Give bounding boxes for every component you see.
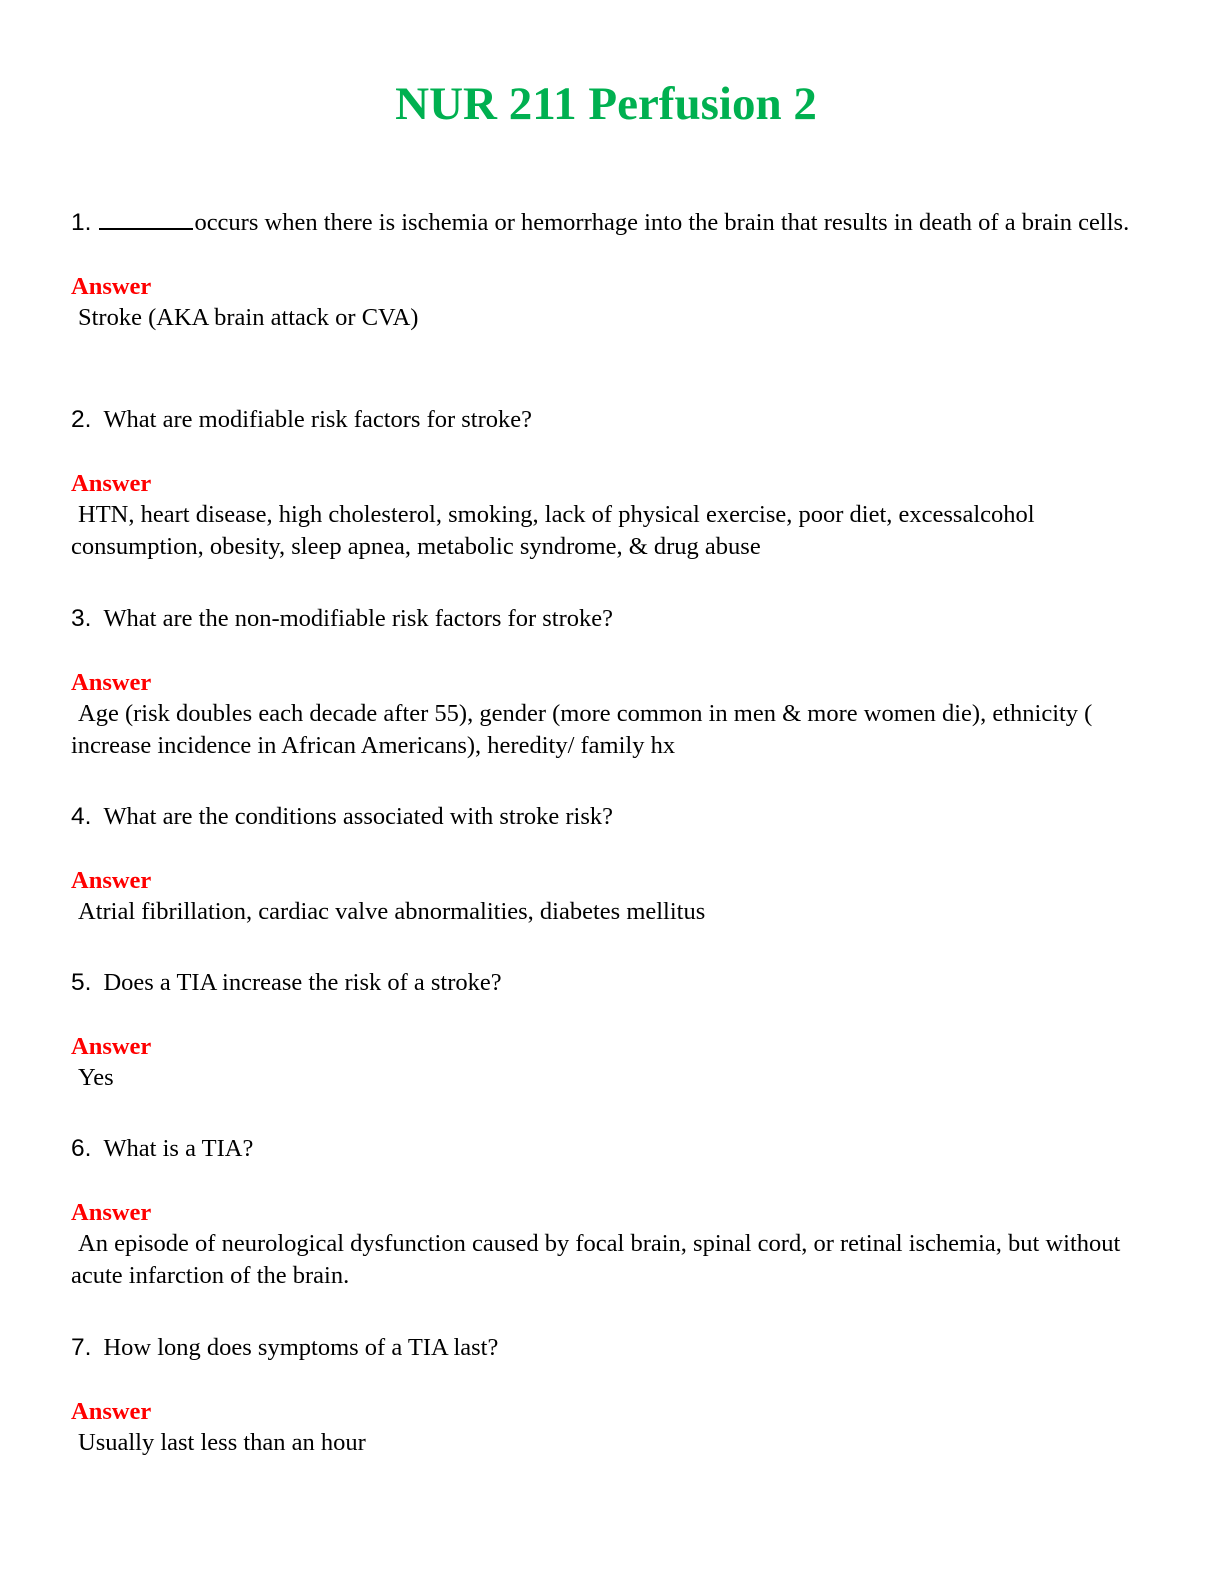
question-text: occurs when there is ischemia or hemorrhage into the brain that results in death of a brain cells. <box>194 209 1130 236</box>
fill-in-blank <box>99 206 193 230</box>
answer-label: Answer <box>71 1199 152 1226</box>
answer-label: Answer <box>71 867 152 894</box>
answer-text-5: Yes <box>78 1064 114 1091</box>
page-title: NUR 211 Perfusion 2 <box>395 78 817 130</box>
qa-item-6 <box>71 1133 1161 1292</box>
qa-item-5 <box>71 967 1161 1094</box>
question-number: 1. <box>71 209 92 236</box>
question-text: What are modifiable risk factors for stroke? <box>103 406 533 433</box>
question-text: What is a TIA? <box>103 1135 254 1162</box>
answer-label: Answer <box>71 1398 152 1425</box>
question-text: What are the non-modifiable risk factors for stroke? <box>103 605 613 632</box>
qa-item-2 <box>71 404 1161 563</box>
answer-text-2: HTN, heart disease, high cholesterol, smoking, lack of physical exercise, poor diet, excessalcohol consumption, obesity, sleep apnea, metabolic syndrome, & drug abuse <box>71 501 1035 560</box>
answer-text-4: Atrial fibrillation, cardiac valve abnormalities, diabetes mellitus <box>78 898 706 925</box>
question-5 <box>71 967 1161 998</box>
question-number: 2. <box>71 406 92 433</box>
qa-item-7 <box>71 1332 1161 1459</box>
qa-item-1 <box>71 206 1161 334</box>
question-4 <box>71 801 1161 832</box>
answer-text-1: Stroke (AKA brain attack or CVA) <box>78 304 419 331</box>
question-text: Does a TIA increase the risk of a stroke? <box>103 969 502 996</box>
answer-text-3: Age (risk doubles each decade after 55), gender (more common in men & more women die), ethnicity ( increase incidence in African Americans), heredity/ family hx <box>71 700 1093 759</box>
question-number: 7. <box>71 1334 92 1361</box>
question-1 <box>71 206 1161 238</box>
question-2 <box>71 404 1161 435</box>
answer-text-7: Usually last less than an hour <box>78 1429 366 1456</box>
question-text: What are the conditions associated with stroke risk? <box>103 803 614 830</box>
question-number: 6. <box>71 1135 92 1162</box>
answer-label: Answer <box>71 1033 152 1060</box>
qa-item-3 <box>71 603 1161 762</box>
answer-label: Answer <box>71 273 152 300</box>
question-number: 5. <box>71 969 92 996</box>
question-number: 3. <box>71 605 92 632</box>
question-7 <box>71 1332 1161 1363</box>
question-number: 4. <box>71 803 92 830</box>
question-3 <box>71 603 1161 634</box>
question-6 <box>71 1133 1161 1164</box>
answer-label: Answer <box>71 470 152 497</box>
question-text: How long does symptoms of a TIA last? <box>103 1334 499 1361</box>
qa-item-4 <box>71 801 1161 928</box>
answer-label: Answer <box>71 669 152 696</box>
answer-text-6: An episode of neurological dysfunction caused by focal brain, spinal cord, or retinal ischemia, but without acute infarction of the brain. <box>71 1230 1121 1289</box>
